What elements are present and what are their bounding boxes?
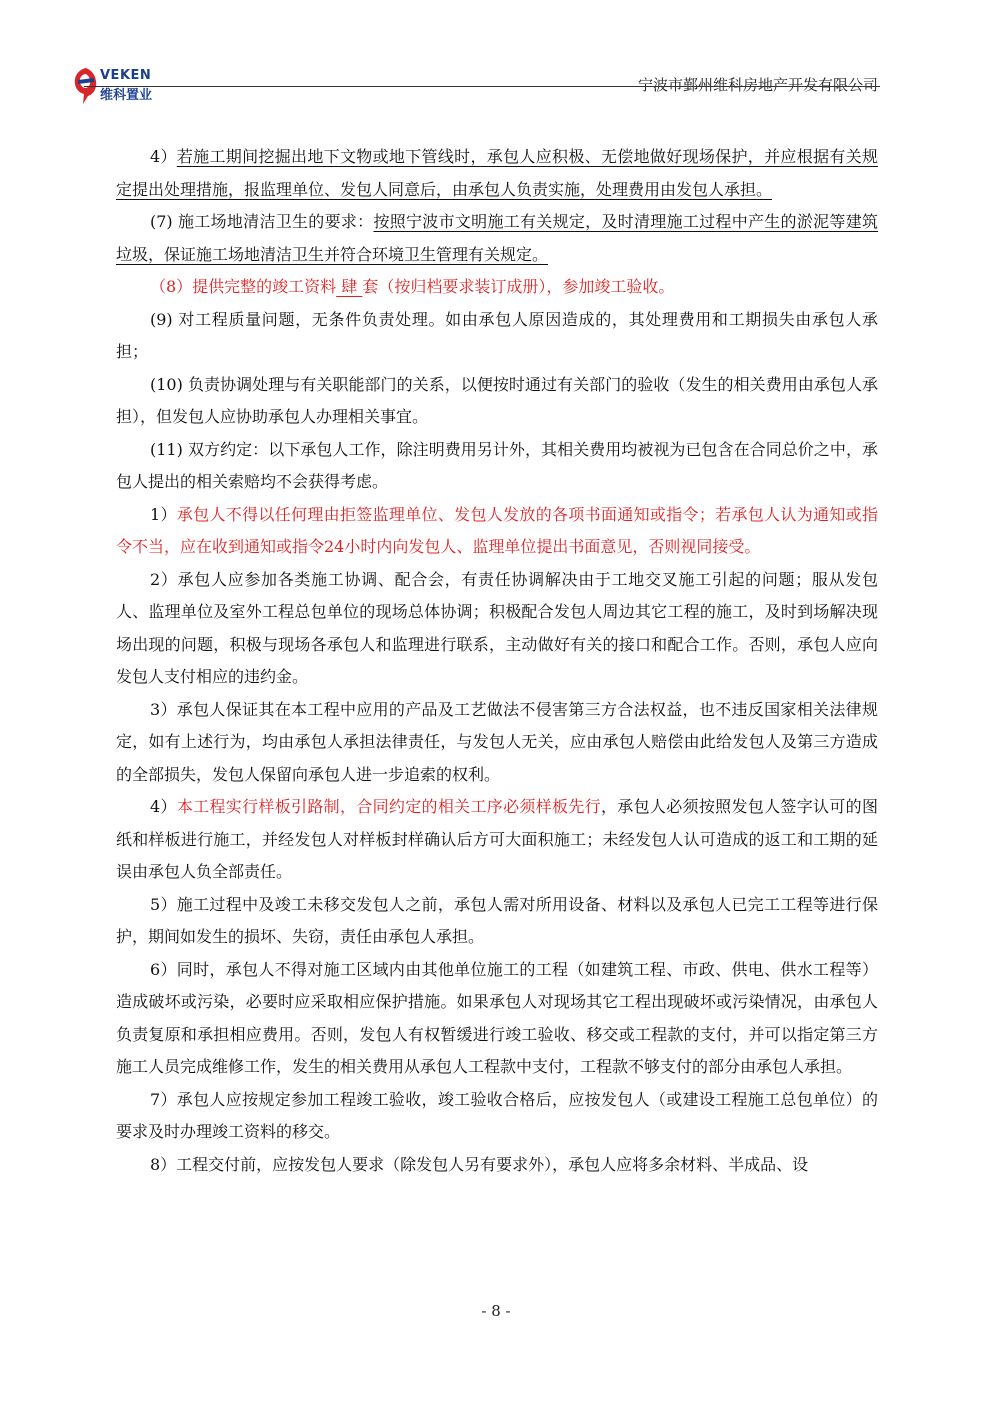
header-rule	[84, 86, 880, 87]
paragraph-sub-3-rights: 3）承包人保证其在本工程中应用的产品及工艺做法不侵害第三方合法权益，也不违反国家相关法律规定，如有上述行为，均由承包人承担法律责任，与发包人无关，应由承包人赔偿由此给发包人及第三方造成的全部损失，发包人保留向承包人进一步追索的权利。	[116, 699, 878, 784]
page-number: - 8 -	[481, 1302, 511, 1320]
paragraph-sub-7-acceptance: 7）承包人应按规定参加工程竣工验收，竣工验收合格后，应按发包人（或建设工程施工总包单位）的要求及时办理竣工资料的移交。	[116, 1089, 878, 1141]
underlined-count: 肆	[336, 277, 363, 296]
paragraph-item-8-completion-docs	[116, 271, 878, 304]
paragraph-text: ，承包人必须按照发包人签字认可的图纸和样板进行施工，并经发包人对样板封样确认后方可大面积施工；未经发包人认可造成的返工和工期的延误由承包人负全部责任。	[116, 797, 878, 881]
company-logo	[72, 62, 192, 112]
paragraph-sub-6-damage: 6）同时，承包人不得对施工区域内由其他单位施工的工程（如建筑工程、市政、供电、供水工程等）造成破坏或污染，必要时应采取相应保护措施。如果承包人对现场其它工程出现破坏或污染情况，由承包人负责复原和承担相应费用。否则，发包人有权暂缓进行竣工验收、移交或工程款的支付，并可以指定第三方施工人员完成维修工作，发生的相关费用从承包人工程款中支付，工程款不够支付的部分由承包人承担。	[116, 959, 878, 1076]
paragraph-item-4-relics	[116, 141, 878, 206]
paragraph-sub-1-instructions	[116, 499, 878, 564]
company-name: 宁波市鄞州维科房地产开发有限公司	[637, 76, 878, 94]
paragraph-prefix: 1）	[150, 504, 177, 524]
underlined-text: 若施工期间挖掘出地下文物或地下管线时，承包人应积极、无偿地做好现场保护，并应根据有关规定提出处理措施，报监理单位、发包人同意后，由承包人负责实施，处理费用由发包人承担。	[116, 147, 878, 199]
red-text: 套（按归档要求装订成册），参加竣工验收。	[362, 277, 675, 296]
document-body	[116, 141, 878, 1181]
red-text: （8）提供完整的竣工资料	[150, 277, 337, 296]
logo-text-en: VEKEN	[100, 68, 152, 83]
red-text: 承包人不得以任何理由拒签监理单位、发包人发放的各项书面通知或指令；若承包人认为通知或指令不当，应在收到通知或指令24小时内向发包人、监理单位提出书面意见，否则视同接受。	[116, 504, 878, 556]
underlined-text: 按照宁波市文明施工有关规定，及时清理施工过程中产生的淤泥等建筑垃圾，保证施工场地清洁卫生并符合环境卫生管理有关规定。	[116, 212, 878, 264]
paragraph-prefix: (7) 施工场地清洁卫生的要求：	[150, 212, 374, 231]
page-header	[72, 62, 880, 112]
logo-text-cn: 维科置业	[100, 88, 153, 103]
paragraph-item-9-quality: (9) 对工程质量问题，无条件负责处理。如由承包人原因造成的，其处理费用和工期损失由承包人承担；	[116, 309, 878, 361]
paragraph-item-10-coordination: (10) 负责协调处理与有关职能部门的关系，以便按时通过有关部门的验收（发生的相关费用由承包人承担），但发包人应协助承包人办理相关事宜。	[116, 374, 878, 426]
paragraph-item-7-cleanliness	[116, 206, 878, 271]
paragraph-sub-4-sample	[116, 791, 878, 889]
paragraph-sub-2-coordination: 2）承包人应参加各类施工协调、配合会，有责任协调解决由于工地交叉施工引起的问题；服从发包人、监理单位及室外工程总包单位的现场总体协调；积极配合发包人周边其它工程的施工，及时到场解决现场出现的问题，积极与现场各承包人和监理进行联系，主动做好有关的接口和配合工作。否则，承包人应向发包人支付相应的违约金。	[116, 569, 878, 686]
red-text: 本工程实行样板引路制，合同约定的相关工序必须样板先行	[176, 797, 601, 816]
paragraph-sub-8-handover: 8）工程交付前，应按发包人要求（除发包人另有要求外），承包人应将多余材料、半成品、设	[150, 1154, 809, 1174]
paragraph-prefix: 4）	[150, 147, 177, 166]
paragraph-item-11-agreement: (11) 双方约定：以下承包人工作，除注明费用另计外，其相关费用均被视为已包含在合同总价之中，承包人提出的相关索赔均不会获得考虑。	[116, 439, 878, 491]
paragraph-prefix: 4）	[150, 797, 177, 816]
paragraph-sub-5-protection: 5）施工过程中及竣工未移交发包人之前，承包人需对所用设备、材料以及承包人已完工工程等进行保护，期间如发生的损坏、失窃，责任由承包人承担。	[116, 894, 878, 946]
